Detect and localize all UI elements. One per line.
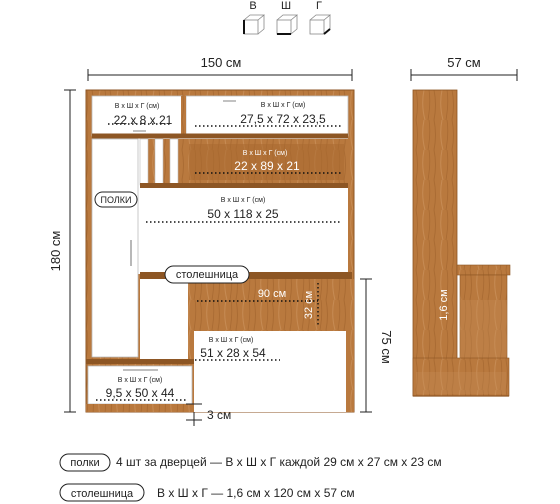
cube-depth-icon: [310, 15, 330, 34]
total-height-label: 180 см: [48, 230, 63, 272]
desk-knee-dimension: [303, 291, 315, 319]
compartment-top-right-header: В х Ш х Г (см): [260, 102, 306, 109]
compartment-drawer-value: 9,5 x 50 x 44: [105, 386, 175, 400]
tabletop-callout-label: столешница: [175, 269, 239, 281]
total-height-dimension: [48, 90, 76, 412]
legend-icons: [244, 0, 330, 34]
compartment-drawer-header: В х Ш х Г (см): [117, 377, 163, 384]
compartment-top-right-value: 27,5 x 72 x 23,5: [240, 112, 326, 126]
side-depth-dimension: [411, 55, 517, 81]
desk-width-label: 90 см: [257, 288, 287, 300]
desk-knee-label: 32 см: [303, 290, 315, 320]
compartment-top-left-value: 22 x 8 x 21: [113, 113, 173, 127]
side-thickness-label: 1,6 см: [438, 289, 450, 321]
shelves-callout-label: ПОЛКИ: [100, 195, 132, 205]
front-view: [86, 90, 354, 412]
compartment-middle-header: В х Ш х Г (см): [220, 197, 266, 204]
compartment-upper-shelf-value: 22 x 89 x 21: [234, 159, 300, 173]
cube-height-icon: [244, 15, 264, 34]
side-depth-label: 57 см: [447, 55, 481, 70]
compartment-top-left-header: В х Ш х Г (см): [114, 103, 160, 110]
compartment-middle-value: 50 x 118 x 25: [207, 207, 279, 221]
tabletop-callout: [165, 266, 249, 283]
note-shelves-badge: полки: [70, 457, 100, 469]
total-width-dimension: [88, 55, 352, 81]
note-tabletop-badge: столешница: [70, 488, 134, 500]
desk-width-dimension: [258, 288, 286, 300]
side-view: [413, 90, 510, 396]
legend-depth-letter: Г: [316, 0, 322, 12]
compartment-under-desk-value: 51 x 28 x 54: [200, 346, 266, 360]
shelves-callout: [95, 192, 137, 207]
note-shelves-text: 4 шт за дверцей — В х Ш х Г каждой 29 см х 27 см х 23 см: [116, 455, 442, 469]
legend-height-letter: В: [249, 0, 257, 12]
cube-width-icon: [277, 15, 297, 34]
legend-width-letter: Ш: [280, 0, 292, 12]
note-tabletop-text: В х Ш х Г — 1,6 см х 120 см х 57 см: [157, 486, 355, 500]
note-shelves: [60, 454, 442, 471]
lower-gap-label: 3 см: [207, 408, 232, 422]
side-thickness-dimension: [438, 289, 450, 320]
compartment-upper-shelf-header: В х Ш х Г (см): [242, 150, 288, 157]
desk-height-dimension: [360, 279, 394, 412]
desk-height-label: 75 см: [379, 330, 394, 364]
compartment-under-desk-header: В х Ш х Г (см): [208, 337, 254, 344]
total-width-label: 150 см: [200, 55, 242, 70]
note-tabletop: [60, 484, 355, 501]
